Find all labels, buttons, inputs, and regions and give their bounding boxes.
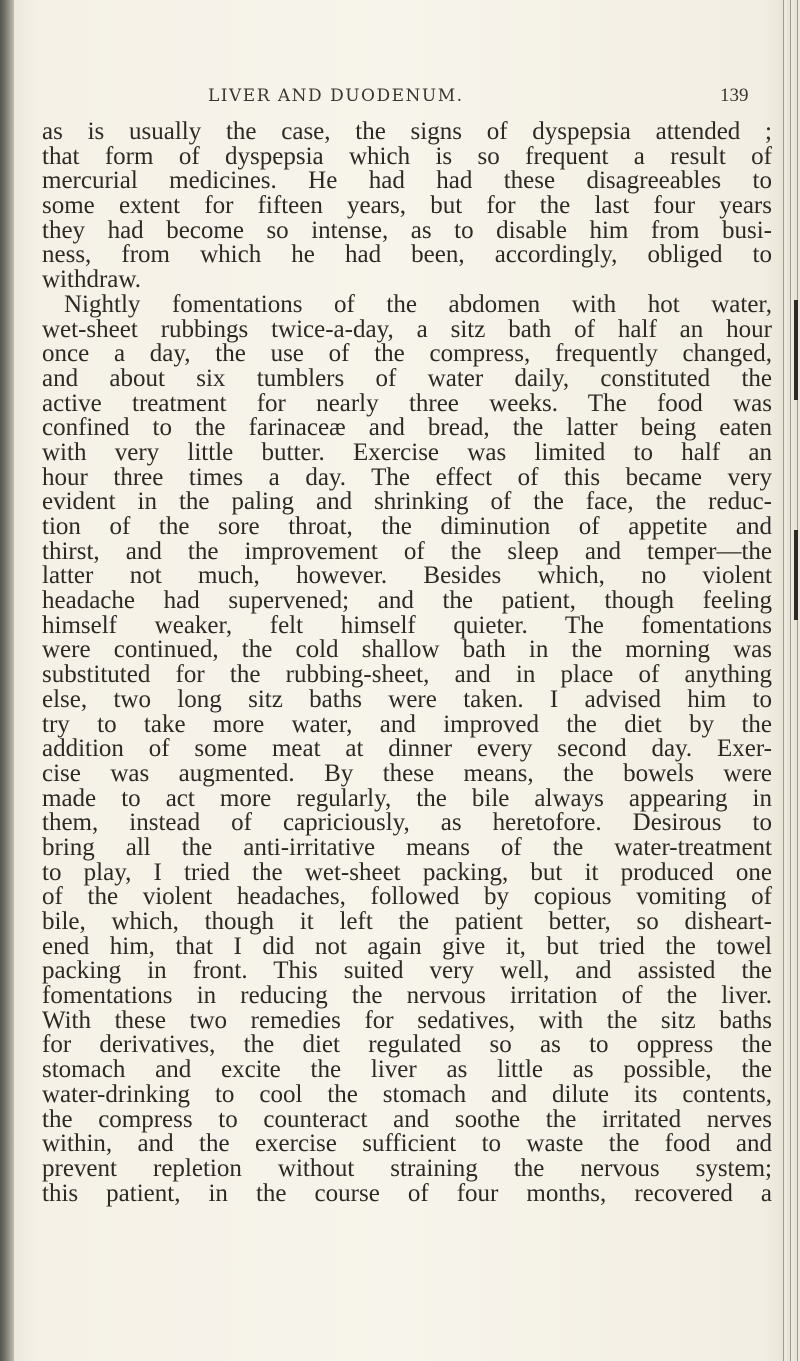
text-line: packing in front. This suited very well, and assisted the [42, 957, 772, 985]
text-line: fomentations in reducing the nervous irritation of the liver. [42, 982, 772, 1010]
text-line: addition of some meat at dinner every second day. Exer- [42, 735, 772, 763]
text-line: as is usually the case, the signs of dyspepsia attended ; [42, 118, 772, 145]
text-line: them, instead of capriciously, as heretofore. Desirous to [42, 809, 772, 837]
text-line: with very little butter. Exercise was limited to half an [42, 438, 772, 466]
page-edge-mark [794, 530, 798, 620]
running-head: LIVER AND DUODENUM. [208, 86, 464, 106]
text-line: this patient, in the course of four months, recovered a [42, 1179, 772, 1207]
page-number: 139 [720, 85, 749, 106]
text-line: wet-sheet rubbings twice-a-day, a sitz bath of half an hour [42, 315, 772, 343]
text-line: himself weaker, felt himself quieter. The fomentations [42, 611, 772, 639]
text-line: bile, which, though it left the patient better, so disheart- [42, 908, 772, 935]
text-line: latter not much, however. Besides which, no violent [42, 562, 772, 590]
text-line: to play, I tried the wet-sheet packing, but it produced one [42, 858, 772, 886]
text-line: bring all the anti-irritative means of the water-treatment [42, 833, 772, 861]
text-line: were continued, the cold shallow bath in the morning was [42, 636, 772, 664]
text-line: and about six tumblers of water daily, constituted the [42, 364, 772, 392]
text-line: some extent for fifteen years, but for the last four years [42, 192, 772, 220]
text-line: try to take more water, and improved the diet by the [42, 710, 772, 738]
text-line: prevent repletion without straining the nervous system; [42, 1154, 772, 1182]
text-line: withdraw. [42, 266, 142, 294]
page-edge-mark [794, 300, 798, 400]
text-line: ened him, that I did not again give it, but tried the towel [42, 932, 772, 960]
text-line: they had become so intense, as to disable him from busi- [42, 216, 772, 244]
book-spine-shadow [0, 0, 14, 1361]
text-line: that form of dyspepsia which is so frequent a result of [42, 142, 772, 170]
text-line: within, and the exercise sufficient to waste the food and [42, 1130, 772, 1158]
text-line: With these two remedies for sedatives, with the sitz baths [42, 1006, 772, 1034]
text-line: ness, from which he had been, accordingly, obliged to [42, 241, 772, 269]
text-line: made to act more regularly, the bile always appearing in [42, 784, 772, 812]
text-line: tion of the sore throat, the diminution of appetite and [42, 513, 772, 540]
text-line: for derivatives, the diet regulated so as to oppress the [42, 1031, 772, 1059]
text-line: stomach and excite the liver as little as possible, the [42, 1056, 772, 1084]
text-line: the compress to counteract and soothe the irritated nerves [42, 1105, 772, 1133]
text-line: water-drinking to cool the stomach and dilute its contents, [42, 1080, 772, 1108]
text-line: Nightly fomentations of the abdomen with hot water, [64, 290, 772, 318]
text-line: evident in the paling and shrinking of the face, the reduc- [42, 488, 772, 516]
text-line: cise was augmented. By these means, the bowels were [42, 759, 772, 787]
text-line: else, two long sitz baths were taken. I advised him to [42, 685, 772, 713]
text-line: active treatment for nearly three weeks. The food was [42, 389, 772, 417]
text-line: hour three times a day. The effect of this became very [42, 463, 772, 491]
text-line: of the violent headaches, followed by copious vomiting of [42, 883, 772, 911]
text-line: thirst, and the improvement of the sleep and temper—the [42, 537, 772, 565]
text-line: mercurial medicines. He had had these disagreeables to [42, 167, 772, 195]
text-line: substituted for the rubbing-sheet, and in place of anything [42, 661, 772, 689]
page-edges [780, 0, 800, 1361]
text-line: confined to the farinaceæ and bread, the latter being eaten [42, 414, 772, 442]
text-line: once a day, the use of the compress, frequently changed, [42, 340, 772, 368]
text-line: headache had supervened; and the patient, though feeling [42, 587, 772, 615]
body-text [42, 120, 772, 1206]
